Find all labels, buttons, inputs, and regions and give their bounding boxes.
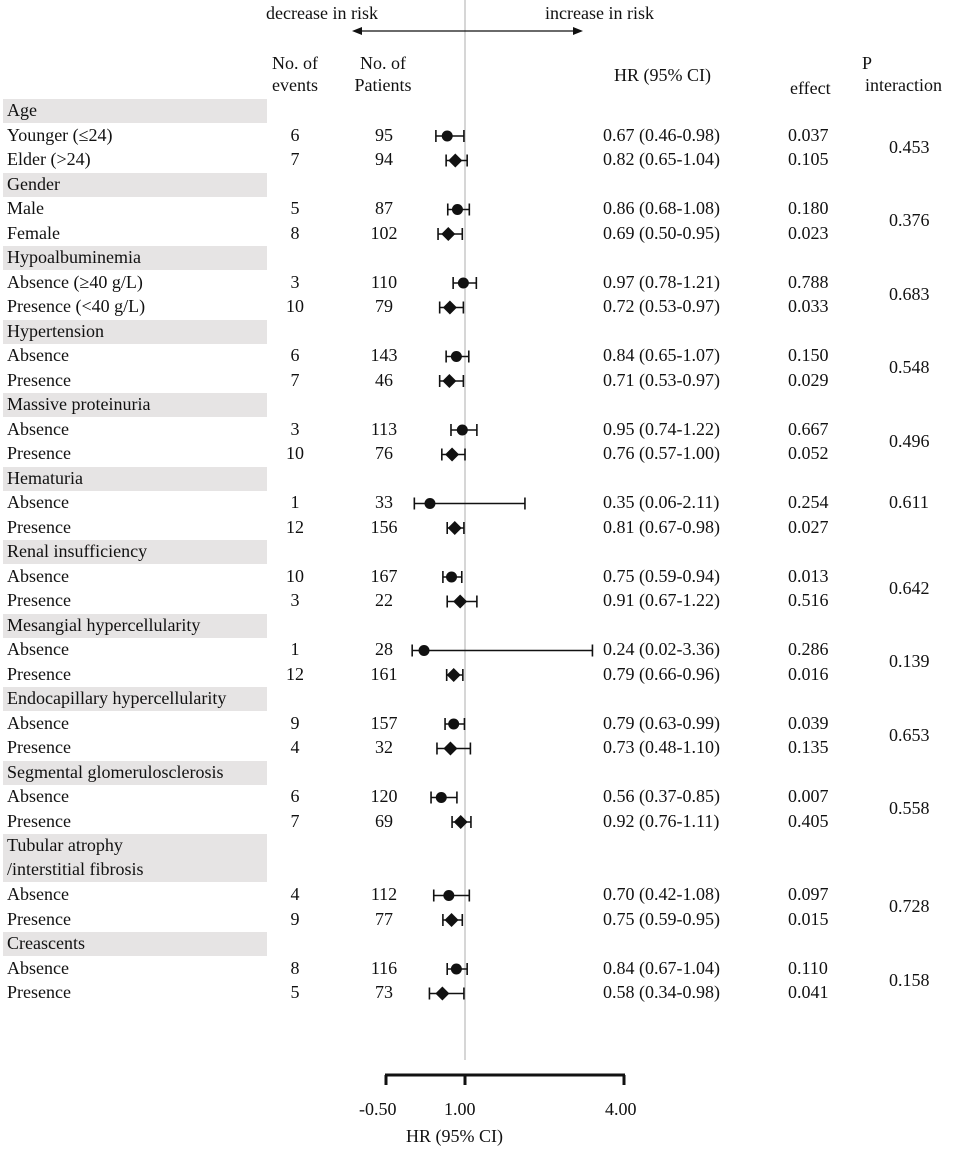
increase-in-risk-label: increase in risk [545,3,654,23]
group-label: Hypertension [7,320,104,341]
hr-ci-value: 0.24 (0.02-3.36) [603,639,720,659]
p-interaction-value: 0.558 [889,798,930,819]
hr-ci-value: 0.79 (0.66-0.96) [603,663,720,684]
p-header-line1: P [862,53,873,73]
hr-ci-value: 0.69 (0.50-0.95) [603,222,720,243]
p-interaction-value: 0.642 [889,577,930,598]
ci-mark-gender-a [448,204,470,216]
ci-mark-tubular-atrophy-a [434,890,470,902]
hr-ci-value: 0.56 (0.37-0.85) [603,786,720,806]
x-axis-title: HR (95% CI) [406,1126,503,1146]
hr-point-diamond [447,668,461,682]
hr-ci-value: 0.95 (0.74-1.22) [603,418,720,439]
effect-value: 0.405 [788,810,829,831]
patients-value: 33 [375,492,393,512]
x-axis [385,1075,625,1085]
effect-value: 0.150 [788,345,829,365]
hr-point-circle [448,719,459,730]
p-interaction-value: 0.653 [889,724,930,745]
hr-ci-value: 0.91 (0.67-1.22) [603,590,720,610]
hr-ci-value: 0.81 (0.67-0.98) [603,516,720,537]
patients-value: 143 [370,345,398,365]
effect-header: effect [790,78,831,98]
hr-ci-value: 0.92 (0.76-1.11) [603,810,720,831]
patients-value: 22 [375,590,393,610]
group-label: Mesangial hypercellularity [7,614,201,635]
events-value: 8 [290,957,300,978]
events-value: 10 [286,565,304,586]
hr-point-circle [451,964,462,975]
p-interaction-value: 0.376 [889,210,930,231]
patients-value: 120 [370,786,398,806]
effect-value: 0.041 [788,982,829,1002]
hr-point-circle [424,498,435,509]
ci-mark-renal-insufficiency-a [443,571,462,583]
effect-value: 0.013 [788,565,829,586]
events-value: 7 [290,149,300,169]
row-label: Absence [7,418,69,439]
patients-value: 46 [375,369,393,390]
effect-value: 0.039 [788,712,829,733]
p-interaction-value: 0.611 [889,492,929,512]
hr-point-circle [446,572,457,583]
ci-mark-mesangial-hypercellularity-a [412,645,592,657]
group-label-line2: /interstitial fibrosis [7,859,144,879]
hr-point-circle [419,645,430,656]
ci-mark-segmental-glomerulosclerosis-b [452,815,471,829]
row-label: Absence [7,492,69,512]
events-value: 6 [290,124,300,145]
events-value: 4 [290,884,300,904]
events-value: 5 [290,198,300,218]
hr-ci-value: 0.84 (0.65-1.07) [603,345,720,365]
hr-ci-value: 0.67 (0.46-0.98) [603,124,720,145]
row-label: Absence [7,345,69,365]
ci-mark-creascents-b [429,987,463,1001]
p-interaction-value: 0.548 [889,357,930,378]
patients-value: 32 [375,737,393,757]
effect-value: 0.105 [788,149,829,169]
group-label: Hematuria [7,467,83,488]
effect-value: 0.015 [788,908,829,929]
ci-mark-segmental-glomerulosclerosis-a [431,792,457,804]
patients-value: 69 [375,810,393,831]
hr-point-diamond [445,913,459,927]
row-label: Presence [7,810,71,831]
row-label: Elder (>24) [7,149,91,169]
hr-ci-value: 0.84 (0.67-1.04) [603,957,720,978]
patients-value: 28 [375,639,393,659]
effect-value: 0.516 [788,590,829,610]
x-tick-label-400: 4.00 [605,1099,637,1119]
row-label: Absence [7,884,69,904]
events-value: 8 [290,222,300,243]
events-value: 3 [290,590,300,610]
hr-ci-value: 0.97 (0.78-1.21) [603,271,720,292]
p-interaction-value: 0.453 [889,136,930,157]
patients-value: 76 [375,443,393,463]
hr-ci-value: 0.75 (0.59-0.94) [603,565,720,586]
row-label: Absence [7,565,69,586]
hr-point-diamond [441,227,455,241]
x-tick-label-100: 1.00 [444,1099,476,1119]
hr-point-diamond [448,521,462,535]
hr-ci-value: 0.58 (0.34-0.98) [603,982,720,1002]
ci-mark-age-b [446,154,467,168]
hr-point-circle [451,351,462,362]
events-value: 3 [290,418,300,439]
hr-point-diamond [442,374,456,388]
events-value: 9 [290,908,300,929]
row-label: Absence [7,786,69,806]
effect-value: 0.029 [788,369,829,390]
effect-value: 0.027 [788,516,829,537]
effect-value: 0.037 [788,124,829,145]
effect-value: 0.097 [788,884,829,904]
events-value: 3 [290,271,300,292]
patients-value: 116 [370,957,398,978]
hr-ci-value: 0.73 (0.48-1.10) [603,737,720,757]
effect-value: 0.110 [788,957,828,978]
patients-header-line1: No. of [360,53,406,73]
hr-point-diamond [435,987,449,1001]
patients-value: 156 [370,516,398,537]
hr-ci-value: 0.79 (0.63-0.99) [603,712,720,733]
ci-mark-endocapillary-hypercellularity-a [445,718,464,730]
p-interaction-value: 0.139 [889,651,930,672]
events-value: 7 [290,810,300,831]
hr-point-circle [436,792,447,803]
hr-header: HR (95% CI) [614,65,711,85]
ci-mark-hypoalbuminemia-a [453,277,476,289]
patients-value: 113 [370,418,398,439]
ci-mark-hypoalbuminemia-b [440,301,464,315]
p-interaction-value: 0.158 [889,969,930,990]
patients-value: 94 [375,149,393,169]
ci-mark-hematuria-b [447,521,464,535]
group-label: Renal insufficiency [7,541,148,561]
hr-point-diamond [448,154,462,168]
ci-mark-massive-proteinuria-a [451,424,477,436]
group-label: Tubular atrophy [7,835,123,855]
hr-point-circle [442,131,453,142]
p-interaction-value: 0.496 [889,430,930,451]
patients-value: 77 [375,908,393,929]
events-value: 6 [290,345,300,365]
patients-header-line2: Patients [354,75,412,95]
patients-value: 167 [370,565,398,586]
patients-value: 110 [370,271,398,292]
row-label: Presence (<40 g/L) [7,296,146,316]
row-label: Absence [7,712,69,733]
row-label: Younger (≤24) [7,124,113,145]
events-value: 12 [286,663,304,684]
effect-value: 0.052 [788,443,829,463]
effect-value: 0.033 [788,296,829,316]
group-label: Hypoalbuminemia [7,247,141,267]
group-label: Creascents [7,933,85,953]
ci-mark-mesangial-hypercellularity-b [447,668,463,682]
row-label: Male [7,198,44,218]
x-tick-label-neg050: -0.50 [359,1099,397,1119]
effect-value: 0.135 [788,737,829,757]
row-label: Presence [7,516,71,537]
hr-ci-value: 0.70 (0.42-1.08) [603,884,720,904]
patients-value: 87 [375,198,393,218]
events-value: 5 [290,982,300,1002]
hr-point-diamond [445,448,459,462]
events-value: 7 [290,369,300,390]
events-value: 9 [290,712,300,733]
row-label: Presence [7,590,71,610]
row-label: Presence [7,443,71,463]
hr-point-diamond [443,742,457,756]
effect-value: 0.254 [788,492,829,512]
effect-value: 0.007 [788,786,829,806]
ci-mark-renal-insufficiency-b [447,595,477,609]
row-label: Absence [7,639,69,659]
row-label: Female [7,222,60,243]
row-label: Absence (≥40 g/L) [7,271,143,292]
p-header-line2: interaction [865,75,942,95]
patients-value: 95 [375,124,393,145]
ci-mark-hypertension-b [440,374,464,388]
effect-value: 0.023 [788,222,829,243]
ci-mark-age-a [436,130,464,142]
hr-ci-value: 0.72 (0.53-0.97) [603,296,720,316]
hr-ci-value: 0.35 (0.06-2.11) [603,492,720,512]
hr-ci-value: 0.71 (0.53-0.97) [603,369,720,390]
events-value: 12 [286,516,304,537]
effect-value: 0.667 [788,418,829,439]
ci-mark-hematuria-a [414,498,525,510]
events-value: 6 [290,786,300,806]
row-label: Absence [7,957,69,978]
row-label: Presence [7,737,71,757]
decrease-in-risk-label: decrease in risk [266,3,378,23]
group-label: Endocapillary hypercellularity [7,688,227,708]
group-label: Age [7,100,37,120]
effect-value: 0.286 [788,639,829,659]
ci-mark-massive-proteinuria-b [442,448,465,462]
row-label: Presence [7,369,71,390]
risk-direction-arrow [352,27,583,35]
effect-value: 0.016 [788,663,829,684]
hr-point-circle [458,278,469,289]
hr-point-circle [443,890,454,901]
events-value: 1 [290,639,300,659]
effect-value: 0.788 [788,271,829,292]
group-label: Gender [7,173,60,194]
ci-mark-tubular-atrophy-b [443,913,462,927]
events-value: 10 [286,443,304,463]
hr-point-diamond [443,301,457,315]
p-interaction-value: 0.728 [889,896,930,917]
group-label: Massive proteinuria [7,394,151,414]
row-label: Presence [7,908,71,929]
events-value: 4 [290,737,300,757]
row-label: Presence [7,663,71,684]
ci-mark-gender-b [438,227,462,241]
patients-value: 161 [370,663,398,684]
patients-value: 157 [370,712,398,733]
events-value: 10 [286,296,304,316]
patients-value: 102 [370,222,398,243]
events-header-line2: events [272,75,318,95]
group-label: Segmental glomerulosclerosis [7,761,224,782]
row-label: Presence [7,982,71,1002]
events-value: 1 [290,492,300,512]
hr-point-circle [452,204,463,215]
patients-value: 73 [375,982,393,1002]
ci-mark-creascents-a [447,963,467,975]
events-header-line1: No. of [272,53,318,73]
hr-ci-value: 0.76 (0.57-1.00) [603,443,720,463]
hr-point-circle [457,425,468,436]
hr-ci-value: 0.86 (0.68-1.08) [603,198,720,218]
p-interaction-value: 0.683 [889,283,930,304]
hr-ci-value: 0.82 (0.65-1.04) [603,149,720,169]
effect-value: 0.180 [788,198,829,218]
patients-value: 79 [375,296,393,316]
patients-value: 112 [370,884,398,904]
hr-ci-value: 0.75 (0.59-0.95) [603,908,720,929]
